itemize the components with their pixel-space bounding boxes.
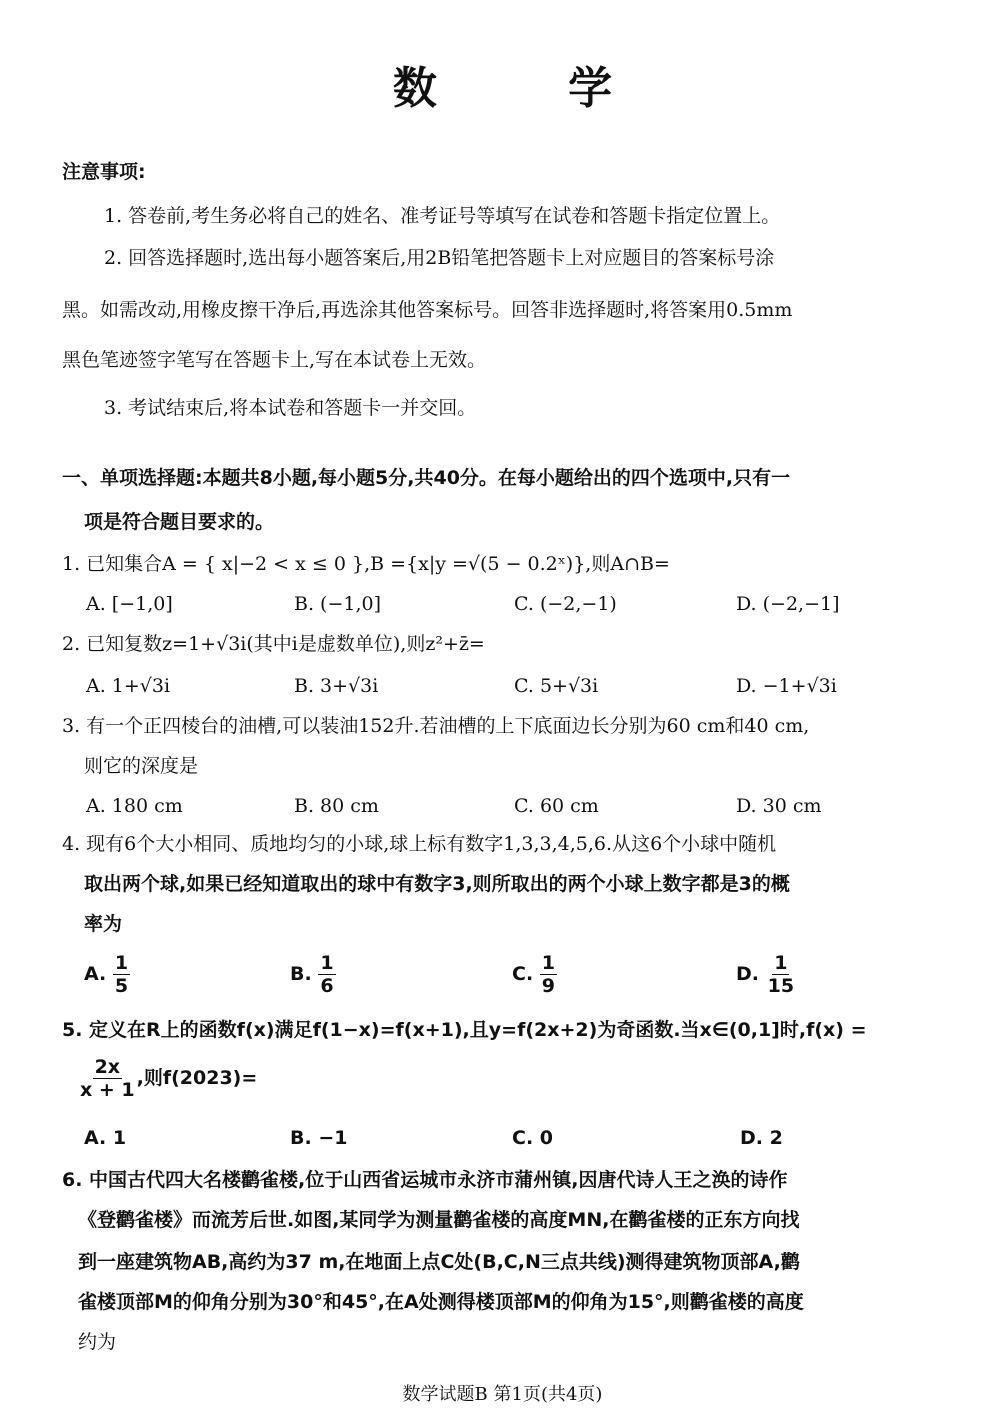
notice-item-2-line-3: 黑色笔迹签字笔写在答题卡上,写在本试卷上无效。 <box>62 349 487 371</box>
question-1-option-a: A. [−1,0] <box>86 593 173 615</box>
question-5-stem-line-1: 5. 定义在R上的函数f(x)满足f(1−x)=f(x+1),且y=f(2x+2)为奇函数.当x∈(0,1]时,f(x) = <box>62 1019 867 1041</box>
denominator: 15 <box>767 975 795 997</box>
question-3-stem-line-2: 则它的深度是 <box>84 755 199 777</box>
question-2-option-a: A. 1+√3i <box>86 675 171 697</box>
page-title: 数 学 <box>392 63 671 114</box>
question-4-option-d <box>736 952 796 997</box>
question-4-stem-line-2: 取出两个球,如果已经知道取出的球中有数字3,则所取出的两个小球上数字都是3的概 <box>84 873 790 895</box>
question-5-stem-line-2 <box>78 1056 257 1101</box>
question-2-stem: 2. 已知复数z=1+√3i(其中i是虚数单位),则z²+z̄= <box>62 633 485 655</box>
question-4-option-b <box>290 952 336 997</box>
numerator: 1 <box>774 952 788 974</box>
fraction <box>766 952 796 997</box>
denominator: 6 <box>320 975 334 997</box>
question-3-option-d: D. 30 cm <box>736 795 822 817</box>
section-1-heading-line-2: 项是符合题目要求的。 <box>84 511 275 533</box>
option-label: C. <box>512 963 534 985</box>
question-4-option-c <box>512 952 557 997</box>
fraction <box>113 952 130 997</box>
question-1-stem: 1. 已知集合A = { x|−2 < x ≤ 0 },B ={x|y =√(5 − 0.2ˣ)},则A∩B= <box>62 553 670 575</box>
question-1-option-c: C. (−2,−1) <box>514 593 617 615</box>
numerator: 1 <box>320 952 334 974</box>
question-6-line-3: 到一座建筑物AB,高约为37 m,在地面上点C处(B,C,N三点共线)测得建筑物顶部A,鹳 <box>78 1251 800 1273</box>
notice-item-2-line-2: 黑。如需改动,用橡皮擦干净后,再选涂其他答案标号。回答非选择题时,将答案用0.5mm <box>62 299 793 321</box>
fraction <box>78 1056 137 1101</box>
numerator: 2x <box>94 1056 121 1078</box>
denominator: 9 <box>541 975 556 997</box>
question-5-option-c: C. 0 <box>512 1127 553 1149</box>
question-5-option-b: B. −1 <box>290 1127 348 1149</box>
question-3-option-a: A. 180 cm <box>86 795 183 817</box>
stem-tail: ,则f(2023)= <box>136 1067 258 1089</box>
option-label: B. <box>290 963 312 985</box>
question-4-stem-line-1: 4. 现有6个大小相同、质地均匀的小球,球上标有数字1,3,3,4,5,6.从这6个小球中随机 <box>62 833 777 855</box>
question-1-option-d: D. (−2,−1] <box>736 593 840 615</box>
question-2-option-d: D. −1+√3i <box>736 675 837 697</box>
question-2-option-b: B. 3+√3i <box>294 675 379 697</box>
question-6-line-5: 约为 <box>78 1331 117 1353</box>
question-3-stem-line-1: 3. 有一个正四棱台的油槽,可以装油152升.若油槽的上下底面边长分别为60 cm和40 cm, <box>62 715 810 737</box>
numerator: 1 <box>114 952 129 974</box>
question-5-option-a: A. 1 <box>84 1127 127 1149</box>
denominator: 5 <box>114 975 129 997</box>
question-3-option-c: C. 60 cm <box>514 795 599 817</box>
notice-item-3: 3. 考试结束后,将本试卷和答题卡一并交回。 <box>104 397 477 419</box>
denominator: x + 1 <box>80 1079 135 1101</box>
fraction <box>318 952 335 997</box>
question-1-option-b: B. (−1,0] <box>294 593 382 615</box>
question-6-line-4: 雀楼顶部M的仰角分别为30°和45°,在A处测得楼顶部M的仰角为15°,则鹳雀楼的高度 <box>78 1291 804 1313</box>
numerator: 1 <box>541 952 556 974</box>
notice-item-2-line-1: 2. 回答选择题时,选出每小题答案后,用2B铅笔把答题卡上对应题目的答案标号涂 <box>104 247 775 269</box>
question-6-line-2: 《登鹳雀楼》而流芳后世.如图,某同学为测量鹳雀楼的高度MN,在鹳雀楼的正东方向找 <box>78 1209 800 1231</box>
section-1-heading-line-1: 一、单项选择题:本题共8小题,每小题5分,共40分。在每小题给出的四个选项中,只有一 <box>62 467 791 489</box>
question-4-option-a <box>84 952 130 997</box>
notice-item-1: 1. 答卷前,考生务必将自己的姓名、准考证号等填写在试卷和答题卡指定位置上。 <box>104 205 781 227</box>
question-2-option-c: C. 5+√3i <box>514 675 599 697</box>
question-3-option-b: B. 80 cm <box>294 795 379 817</box>
page-footer: 数学试题B 第1页(共4页) <box>402 1384 603 1405</box>
notice-heading: 注意事项: <box>62 161 146 183</box>
question-4-stem-line-3: 率为 <box>84 913 123 935</box>
fraction <box>540 952 557 997</box>
option-label: D. <box>736 963 759 985</box>
option-label: A. <box>84 963 107 985</box>
question-6-line-1: 6. 中国古代四大名楼鹳雀楼,位于山西省运城市永济市蒲州镇,因唐代诗人王之涣的诗作 <box>62 1169 788 1191</box>
question-5-option-d: D. 2 <box>740 1127 783 1149</box>
